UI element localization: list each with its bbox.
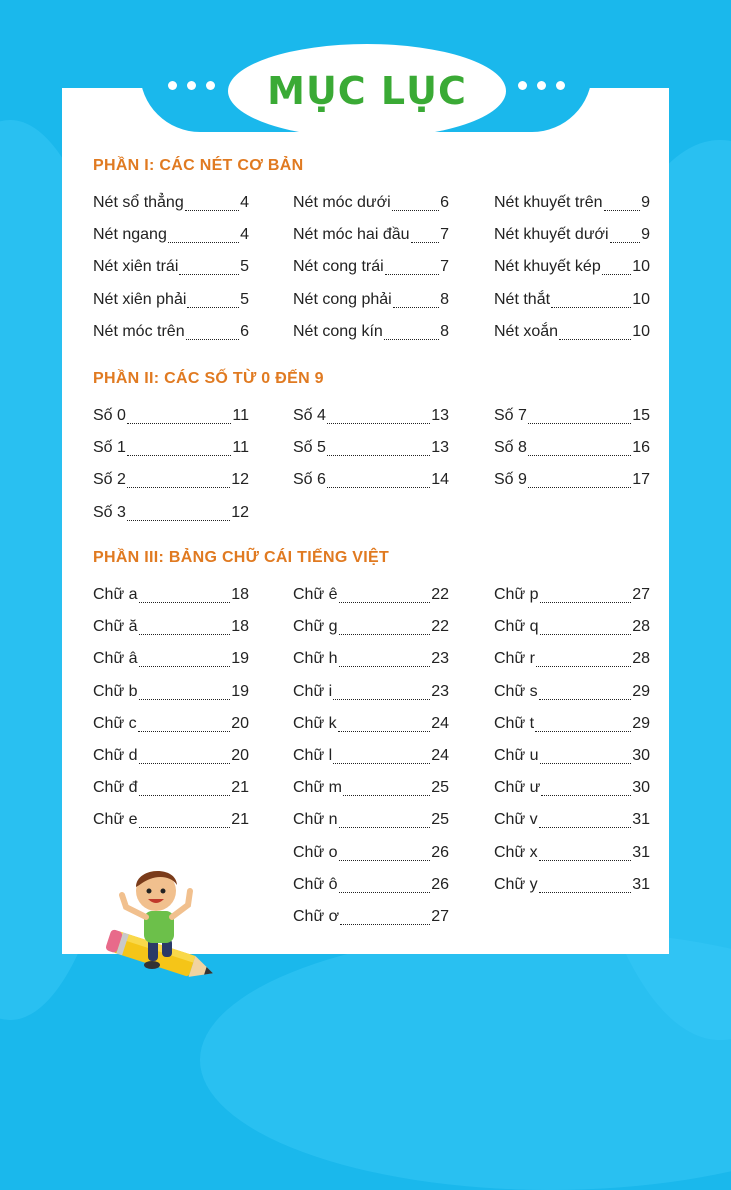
toc-entry-page: 31 <box>632 811 650 829</box>
dot-icon <box>206 81 215 90</box>
toc-entry[interactable] <box>494 747 650 769</box>
dot-leader <box>528 454 631 456</box>
toc-entry[interactable] <box>293 747 449 769</box>
dot-leader <box>604 209 641 211</box>
toc-entry-label: Chữ m <box>293 779 342 797</box>
toc-entry[interactable] <box>293 715 449 737</box>
toc-entry-label: Số 1 <box>93 439 126 457</box>
toc-entry[interactable] <box>93 811 249 833</box>
toc-entry-page: 19 <box>231 650 249 668</box>
toc-entry-label: Nét sổ thẳng <box>93 194 184 211</box>
toc-entry[interactable] <box>293 258 449 280</box>
toc-entry[interactable] <box>293 471 449 493</box>
dot-leader <box>528 422 631 424</box>
toc-entry-label: Số 3 <box>93 503 126 521</box>
toc-entry-page: 10 <box>632 322 650 340</box>
toc-entry-page: 16 <box>632 439 650 457</box>
toc-entry-page: 31 <box>632 843 650 861</box>
toc-entry-page: 24 <box>431 714 449 732</box>
toc-entry-page: 17 <box>632 471 650 489</box>
toc-entry-label: Chữ d <box>93 747 138 764</box>
dot-leader <box>339 601 431 603</box>
toc-entry[interactable] <box>494 586 650 608</box>
page-title: MỤC LỤC <box>267 69 467 113</box>
toc-entry-label: Nét ngang <box>93 226 167 244</box>
toc-entry[interactable] <box>293 908 449 930</box>
dot-leader <box>339 859 431 861</box>
toc-entry-page: 25 <box>431 811 449 829</box>
toc-entry[interactable] <box>93 471 249 493</box>
toc-entry-label: Nét khuyết kép <box>494 258 601 276</box>
toc-entry[interactable] <box>293 291 449 313</box>
toc-entry[interactable] <box>93 715 249 737</box>
toc-entry-label: Chữ l <box>293 747 333 764</box>
toc-entry-page: 28 <box>632 650 650 668</box>
toc-entry-page: 8 <box>440 290 449 308</box>
toc-entry-label: Chữ b <box>93 682 138 700</box>
toc-entry-page: 21 <box>231 779 249 797</box>
dot-leader <box>179 273 239 275</box>
toc-entry[interactable] <box>93 226 249 248</box>
toc-entry[interactable] <box>293 844 449 866</box>
toc-entry[interactable] <box>93 439 249 461</box>
toc-entry[interactable] <box>293 618 449 640</box>
toc-entry[interactable] <box>494 407 650 429</box>
toc-entry-label: Số 9 <box>494 471 527 489</box>
dot-leader <box>127 519 230 521</box>
dot-leader <box>535 730 631 732</box>
toc-entry-page: 22 <box>431 618 449 636</box>
toc-entry-label: Chữ v <box>494 811 538 829</box>
toc-entry-page: 20 <box>231 714 249 732</box>
dot-icon <box>537 81 546 90</box>
toc-entry-label: Chữ r <box>494 650 535 668</box>
toc-entry-label: Chữ y <box>494 875 538 893</box>
toc-entry[interactable] <box>293 323 449 345</box>
toc-entry-page: 5 <box>240 290 249 308</box>
dot-leader <box>139 633 231 635</box>
toc-entry[interactable] <box>494 258 650 280</box>
toc-entry-label: Nét móc trên <box>93 322 185 340</box>
dot-leader <box>340 923 430 925</box>
dot-leader <box>127 486 230 488</box>
dot-icon <box>556 81 565 90</box>
toc-entry-label: Chữ g <box>293 618 338 636</box>
toc-entry-label: Chữ q <box>494 618 539 636</box>
toc-entry[interactable] <box>93 323 249 345</box>
decorative-dots-left <box>168 81 215 90</box>
dot-leader <box>127 454 231 456</box>
toc-entry-page: 30 <box>632 747 650 764</box>
toc-entry-page: 29 <box>632 714 650 732</box>
section-title: PHẦN I: CÁC NÉT CƠ BẢN <box>93 157 304 174</box>
dot-leader <box>541 794 631 796</box>
toc-entry[interactable] <box>494 650 650 672</box>
dot-leader <box>551 306 631 308</box>
toc-entry-page: 21 <box>231 811 249 829</box>
toc-entry-label: Chữ x <box>494 843 538 861</box>
toc-entry-page: 20 <box>231 747 249 764</box>
toc-entry-page: 6 <box>440 194 449 211</box>
toc-entry-page: 5 <box>240 258 249 276</box>
toc-entry[interactable] <box>93 586 249 608</box>
toc-entry[interactable] <box>494 683 650 705</box>
toc-entry-page: 9 <box>641 226 650 244</box>
toc-entry-label: Nét cong trái <box>293 258 384 276</box>
toc-entry-page: 11 <box>232 407 249 424</box>
toc-entry-label: Nét xiên phải <box>93 290 187 308</box>
toc-entry-page: 11 <box>232 439 249 457</box>
toc-entry-page: 10 <box>632 258 650 276</box>
toc-entry-page: 23 <box>431 682 449 700</box>
toc-entry-label: Nét khuyết dưới <box>494 226 609 244</box>
toc-entry-label: Chữ ô <box>293 875 338 893</box>
toc-entry[interactable] <box>293 194 449 216</box>
toc-entry-page: 6 <box>240 322 249 340</box>
toc-entry-label: Số 7 <box>494 407 527 424</box>
dot-leader <box>539 698 632 700</box>
dot-leader <box>384 338 439 340</box>
toc-entry[interactable] <box>93 779 249 801</box>
toc-entry-label: Chữ a <box>93 586 138 603</box>
dot-icon <box>168 81 177 90</box>
dot-leader <box>602 273 631 275</box>
dot-leader <box>339 665 431 667</box>
toc-entry-page: 26 <box>431 843 449 861</box>
toc-entry[interactable] <box>93 407 249 429</box>
toc-entry-label: Nét móc hai đầu <box>293 226 410 244</box>
dot-leader <box>139 762 231 764</box>
toc-entry-label: Chữ n <box>293 811 338 829</box>
dot-leader <box>343 794 430 796</box>
toc-entry-page: 10 <box>632 290 650 308</box>
toc-entry-page: 13 <box>431 439 449 457</box>
toc-entry-page: 28 <box>632 618 650 636</box>
toc-entry-label: Chữ p <box>494 586 539 603</box>
dot-leader <box>559 338 631 340</box>
toc-entry-page: 30 <box>632 779 650 797</box>
dot-leader <box>393 306 439 308</box>
toc-entry[interactable] <box>494 226 650 248</box>
dot-leader <box>540 762 632 764</box>
toc-entry-label: Số 4 <box>293 407 326 424</box>
toc-entry-page: 4 <box>240 226 249 244</box>
dot-leader <box>539 891 632 893</box>
toc-entry-label: Chữ s <box>494 682 538 700</box>
toc-entry-page: 12 <box>231 503 249 521</box>
decorative-dots-right <box>518 81 565 90</box>
toc-entry-label: Chữ e <box>93 811 138 829</box>
dot-leader <box>528 486 631 488</box>
toc-entry[interactable] <box>93 258 249 280</box>
toc-entry-page: 15 <box>632 407 650 424</box>
toc-entry-label: Nét móc dưới <box>293 194 391 211</box>
toc-entry[interactable] <box>494 811 650 833</box>
toc-entry-label: Chữ u <box>494 747 539 764</box>
toc-entry-label: Chữ i <box>293 682 333 700</box>
toc-entry[interactable] <box>494 471 650 493</box>
toc-entry[interactable] <box>293 683 449 705</box>
toc-entry-label: Chữ c <box>93 714 137 732</box>
dot-leader <box>333 762 430 764</box>
section-title: PHẦN II: CÁC SỐ TỪ 0 ĐẾN 9 <box>93 370 324 387</box>
dot-leader <box>327 486 430 488</box>
toc-entry-label: Số 0 <box>93 407 126 424</box>
toc-entry[interactable] <box>494 715 650 737</box>
toc-entry-label: Chữ ă <box>93 618 138 636</box>
toc-entry-label: Số 8 <box>494 439 527 457</box>
toc-entry-label: Chữ đ <box>93 779 138 797</box>
toc-entry-page: 22 <box>431 586 449 603</box>
dot-leader <box>338 730 431 732</box>
toc-entry-page: 9 <box>641 194 650 211</box>
toc-entry-label: Số 2 <box>93 471 126 489</box>
toc-entry[interactable] <box>494 844 650 866</box>
toc-entry-page: 18 <box>231 586 249 603</box>
toc-entry[interactable] <box>293 650 449 672</box>
toc-entry-label: Chữ ơ <box>293 908 340 925</box>
toc-entry[interactable] <box>494 291 650 313</box>
toc-entry-page: 24 <box>431 747 449 764</box>
dot-leader <box>327 454 430 456</box>
toc-entry-label: Nét xiên trái <box>93 258 179 276</box>
toc-entry-label: Số 6 <box>293 471 326 489</box>
toc-entry-label: Nét cong kín <box>293 322 383 340</box>
toc-entry-page: 7 <box>440 258 449 276</box>
toc-entry[interactable] <box>494 194 650 216</box>
dot-leader <box>392 209 439 211</box>
toc-entry[interactable] <box>494 323 650 345</box>
dot-leader <box>127 422 231 424</box>
toc-entry-page: 27 <box>431 908 449 925</box>
toc-entry-page: 7 <box>440 226 449 244</box>
dot-leader <box>536 665 631 667</box>
toc-entry[interactable] <box>93 504 249 526</box>
toc-entry-label: Chữ o <box>293 843 338 861</box>
toc-entry[interactable] <box>293 779 449 801</box>
toc-entry[interactable] <box>494 779 650 801</box>
toc-entry-label: Chữ k <box>293 714 337 732</box>
toc-entry-page: 29 <box>632 682 650 700</box>
toc-entry-page: 23 <box>431 650 449 668</box>
title-oval <box>228 44 506 138</box>
toc-entry[interactable] <box>293 439 449 461</box>
toc-entry[interactable] <box>494 618 650 640</box>
dot-leader <box>540 601 632 603</box>
toc-entry-page: 13 <box>431 407 449 424</box>
toc-entry-label: Chữ â <box>93 650 138 668</box>
toc-entry-page: 18 <box>231 618 249 636</box>
toc-entry[interactable] <box>93 747 249 769</box>
toc-entry-label: Chữ ư <box>494 779 541 797</box>
toc-entry-page: 12 <box>231 471 249 489</box>
dot-leader <box>168 241 239 243</box>
toc-entry-label: Nét thắt <box>494 290 551 308</box>
dot-leader <box>138 730 231 732</box>
dot-leader <box>139 665 231 667</box>
dot-leader <box>185 209 239 211</box>
toc-entry-label: Số 5 <box>293 439 326 457</box>
dot-leader <box>540 633 632 635</box>
toc-entry[interactable] <box>93 650 249 672</box>
toc-entry-label: Chữ ê <box>293 586 338 603</box>
toc-entry[interactable] <box>293 811 449 833</box>
toc-entry-label: Chữ h <box>293 650 338 668</box>
toc-entry[interactable] <box>93 683 249 705</box>
toc-entry-label: Nét cong phải <box>293 290 392 308</box>
toc-entry[interactable] <box>293 226 449 248</box>
toc-entry-page: 8 <box>440 322 449 340</box>
toc-entry[interactable] <box>494 876 650 898</box>
dot-leader <box>139 826 231 828</box>
toc-entry[interactable] <box>93 291 249 313</box>
toc-entry[interactable] <box>93 618 249 640</box>
dot-leader <box>610 241 641 243</box>
dot-leader <box>339 633 431 635</box>
toc-entry[interactable] <box>494 439 650 461</box>
toc-entry[interactable] <box>93 194 249 216</box>
dot-leader <box>539 859 632 861</box>
dot-leader <box>411 241 440 243</box>
toc-entry-page: 4 <box>240 194 249 211</box>
toc-entry-page: 25 <box>431 779 449 797</box>
dot-icon <box>187 81 196 90</box>
dot-icon <box>518 81 527 90</box>
toc-entry-page: 27 <box>632 586 650 603</box>
dot-leader <box>186 338 240 340</box>
toc-entry-label: Nét khuyết trên <box>494 194 603 211</box>
dot-leader <box>187 306 239 308</box>
toc-entry[interactable] <box>293 586 449 608</box>
dot-leader <box>139 601 231 603</box>
dot-leader <box>333 698 430 700</box>
boy-riding-pencil-icon <box>100 855 225 985</box>
dot-leader <box>327 422 430 424</box>
section-title: PHẦN III: BẢNG CHỮ CÁI TIẾNG VIỆT <box>93 549 390 566</box>
toc-entry-page: 19 <box>231 682 249 700</box>
toc-entry-label: Chữ t <box>494 714 535 732</box>
dot-leader <box>139 698 231 700</box>
toc-entry[interactable] <box>293 876 449 898</box>
background-wave <box>200 930 731 1190</box>
dot-leader <box>539 826 632 828</box>
toc-entry-page: 31 <box>632 875 650 893</box>
dot-leader <box>385 273 439 275</box>
toc-entry[interactable] <box>293 407 449 429</box>
toc-entry-label: Nét xoắn <box>494 322 559 340</box>
dot-leader <box>339 891 431 893</box>
toc-entry-page: 14 <box>431 471 449 489</box>
toc-entry-page: 26 <box>431 875 449 893</box>
dot-leader <box>339 826 431 828</box>
dot-leader <box>139 794 231 796</box>
